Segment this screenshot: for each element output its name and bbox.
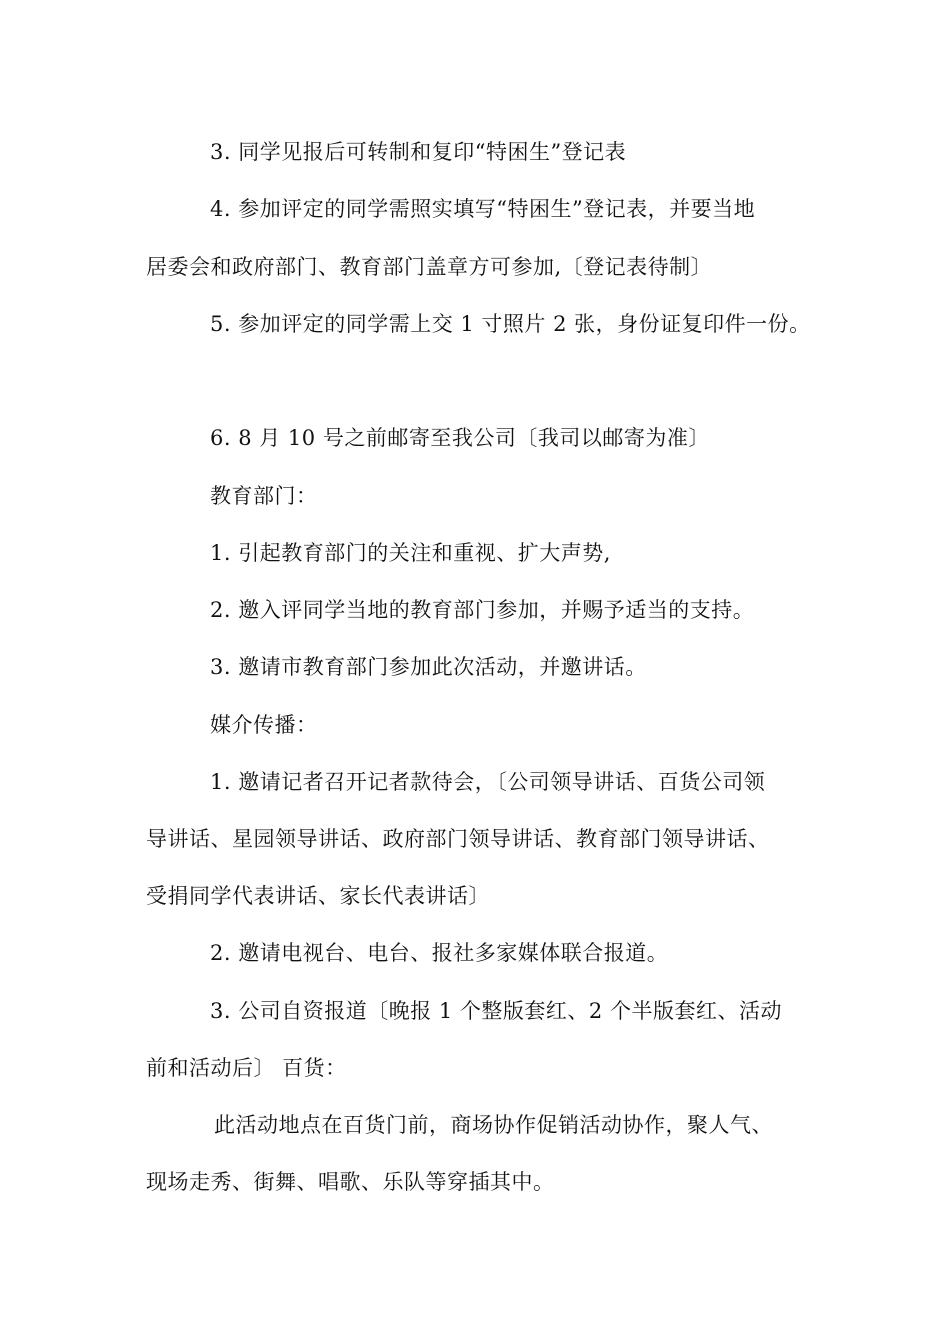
paragraph-line: 居委会和政府部门、教育部门盖章方可参加,〔登记表待制〕: [146, 255, 713, 279]
paragraph-line: 4. 参加评定的同学需照实填写“特困生”登记表，并要当地: [210, 197, 756, 221]
paragraph-line: 1. 引起教育部门的关注和重视、扩大声势,: [210, 541, 611, 565]
paragraph-line: 6. 8 月 10 号之前邮寄至我公司〔我司以邮寄为准〕: [210, 426, 710, 450]
paragraph-line: 2. 邀入评同学当地的教育部门参加，并赐予适当的支持。: [210, 598, 755, 622]
paragraph-line: 1. 邀请记者召开记者款待会，〔公司领导讲话、百货公司领: [210, 770, 766, 794]
paragraph-line: 现场走秀、街舞、唱歌、乐队等穿插其中。: [146, 1170, 555, 1194]
paragraph-line: 3. 邀请市教育部门参加此次活动，并邀讲话。: [210, 655, 647, 679]
paragraph-line: 2. 邀请电视台、电台、报社多家媒体联合报道。: [210, 941, 669, 965]
paragraph-line: 前和活动后〕 百货：: [146, 1056, 347, 1080]
section-heading: 教育部门：: [210, 484, 318, 508]
paragraph-line: 导讲话、星园领导讲话、政府部门领导讲话、教育部门领导讲话、: [146, 827, 770, 851]
paragraph-line: 3. 公司自资报道〔晚报 1 个整版套红、2 个半版套红、活动: [210, 999, 782, 1023]
section-heading: 媒介传播：: [210, 713, 318, 737]
paragraph-line: 此活动地点在百货门前，商场协作促销活动协作，聚人气、: [214, 1113, 773, 1137]
paragraph-line: 5. 参加评定的同学需上交 1 寸照片 2 张，身份证复印件一份。: [210, 312, 811, 336]
paragraph-line: 3. 同学见报后可转制和复印“特困生”登记表: [210, 140, 627, 164]
paragraph-line: 受捐同学代表讲话、家长代表讲话〕: [146, 884, 490, 908]
